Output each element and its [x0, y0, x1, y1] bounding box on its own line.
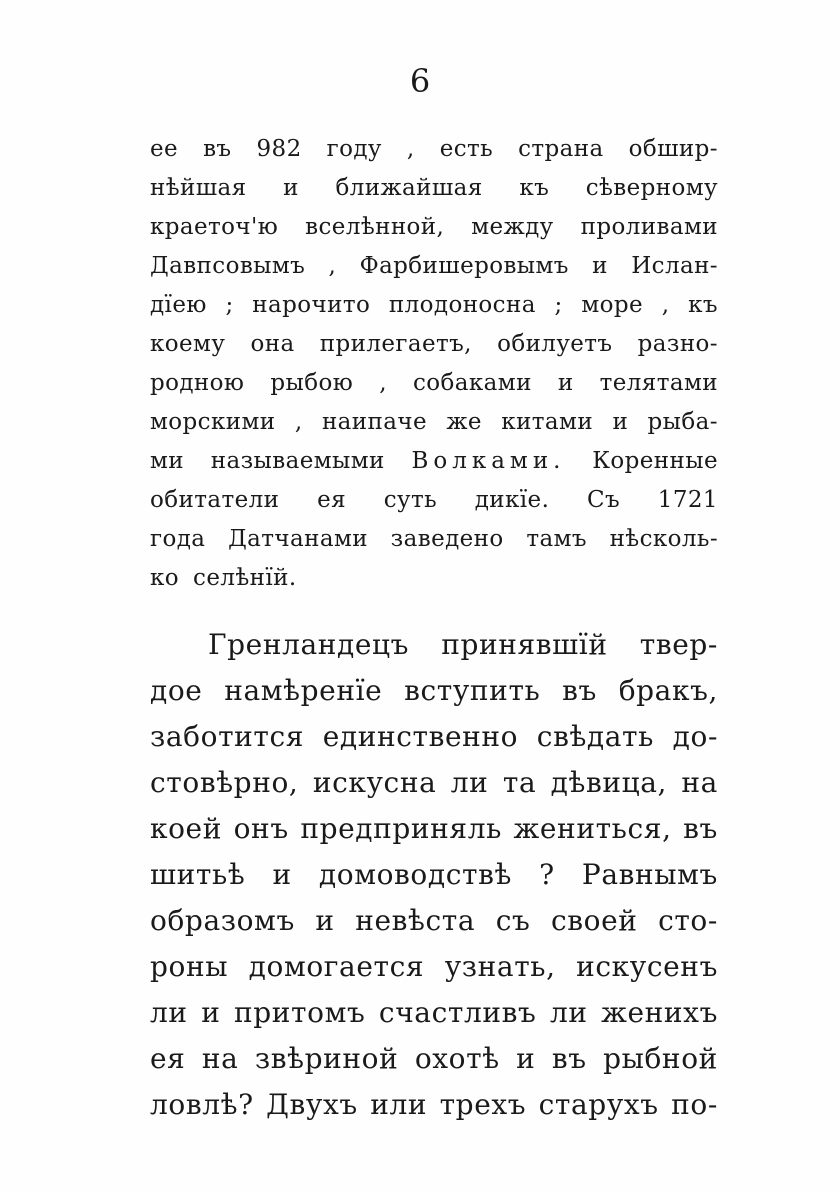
word: Двухъ	[266, 1088, 358, 1121]
word: узнать,	[444, 950, 556, 983]
word: коей	[150, 812, 222, 845]
word: ,	[379, 370, 387, 396]
word: жениться,	[513, 812, 672, 845]
word: заведено	[390, 526, 504, 552]
text-line	[150, 944, 718, 990]
footnote-line	[150, 403, 718, 442]
word: ?	[539, 858, 555, 891]
word: плодоносна	[388, 292, 536, 318]
word: сто-	[658, 904, 718, 937]
word: ее	[150, 136, 179, 162]
footnote-line	[150, 559, 718, 598]
footnote-line	[150, 208, 718, 247]
word: ловлѣ?	[150, 1088, 254, 1121]
main-text-block	[150, 622, 718, 1128]
word: къ	[688, 292, 718, 318]
word: и	[592, 253, 608, 279]
word: въ	[551, 1042, 587, 1075]
word: Съ	[587, 487, 621, 513]
word: нѣсколь-	[609, 526, 718, 552]
word: вступить	[404, 674, 541, 707]
word: вселѣнной,	[305, 214, 445, 240]
word: трехъ	[439, 1088, 527, 1121]
word: по-	[671, 1088, 718, 1121]
text-line	[150, 1082, 718, 1128]
word: дикїе.	[474, 487, 550, 513]
footnote-line	[150, 520, 718, 559]
word: страна	[518, 136, 604, 162]
word: съ	[495, 904, 531, 937]
word: и	[557, 370, 574, 396]
text-line	[150, 806, 718, 852]
word: Датчанами	[228, 526, 368, 552]
word: Давпсовымъ	[150, 253, 306, 279]
text-line	[150, 1036, 718, 1082]
word: рыбою	[270, 370, 354, 396]
word: рыба-	[647, 409, 718, 435]
word: и	[612, 409, 629, 435]
word: морскими	[150, 409, 276, 435]
word: суть	[383, 487, 437, 513]
word: онъ	[233, 812, 289, 845]
word: ли	[549, 996, 588, 1029]
word: искусенъ	[576, 950, 718, 983]
word: китами	[501, 409, 594, 435]
word: до-	[672, 720, 718, 753]
footnote-line	[150, 169, 718, 208]
word: краеточ'ю	[150, 214, 279, 240]
text-line	[150, 622, 718, 668]
word: есть	[439, 136, 494, 162]
word: 1721	[657, 487, 718, 513]
word: коему	[150, 331, 226, 357]
word: Коренные	[592, 448, 718, 474]
word: стовѣрно,	[150, 766, 299, 799]
word: называемыми	[210, 448, 385, 474]
text-line	[150, 714, 718, 760]
word: женихъ	[601, 996, 718, 1029]
word: наипаче	[321, 409, 427, 435]
footnote-line	[150, 442, 718, 481]
word: Равнымъ	[581, 858, 718, 891]
word: ли	[150, 996, 188, 1029]
word: тамъ	[526, 526, 587, 552]
text-line	[150, 760, 718, 806]
word: сѣверному	[585, 175, 718, 201]
word: звѣриной	[254, 1042, 399, 1075]
word: ;	[554, 292, 563, 318]
word: и	[516, 1042, 536, 1075]
footnote-block	[150, 130, 718, 598]
word: притомъ	[233, 996, 366, 1029]
word: Гренландецъ	[208, 628, 410, 661]
footnote-line	[150, 325, 718, 364]
word: нарочито	[252, 292, 371, 318]
word: принявшїй	[441, 628, 608, 661]
word: прилегаетъ,	[319, 331, 472, 357]
word: обшир-	[628, 136, 718, 162]
word: ,	[294, 409, 303, 435]
word: ,	[328, 253, 337, 279]
word: единственно	[322, 720, 519, 753]
word: роны	[150, 950, 229, 983]
word: и	[315, 904, 335, 937]
word: ея	[317, 487, 346, 513]
word: между	[471, 214, 554, 240]
word: море	[581, 292, 644, 318]
word: домоводствѣ	[318, 858, 512, 891]
word: бракъ,	[618, 674, 718, 707]
text-line	[150, 852, 718, 898]
word: ,	[406, 136, 415, 162]
word: телятами	[599, 370, 718, 396]
footnote-line	[150, 481, 718, 520]
word: разно-	[637, 331, 718, 357]
word: и	[283, 175, 299, 201]
word: Волками.	[411, 448, 566, 474]
word: Фарбишеровымъ	[359, 253, 569, 279]
word: обилуетъ	[497, 331, 613, 357]
word: ея	[150, 1042, 186, 1075]
footnote-line	[150, 364, 718, 403]
text-line	[150, 898, 718, 944]
word: шитьѣ	[150, 858, 246, 891]
word: ,	[661, 292, 670, 318]
word: ;	[225, 292, 234, 318]
word: на	[681, 766, 718, 799]
word: родною	[150, 370, 245, 396]
text-line	[150, 990, 718, 1036]
word: свѣдать	[536, 720, 654, 753]
word: селѣнїй.	[193, 565, 297, 591]
word: своей	[550, 904, 638, 937]
word: и	[272, 858, 292, 891]
word: искусна	[312, 766, 437, 799]
word: твер-	[639, 628, 718, 661]
word: счастливъ	[378, 996, 537, 1029]
word: собаками	[413, 370, 532, 396]
word: ли	[450, 766, 489, 799]
word: дѣвица,	[550, 766, 668, 799]
footnote-line	[150, 130, 718, 169]
word: въ	[562, 674, 597, 707]
word: ми	[150, 448, 185, 474]
word: она	[250, 331, 295, 357]
word: дое	[150, 674, 203, 707]
word: дїею	[150, 292, 207, 318]
word: въ	[203, 136, 232, 162]
word: та	[502, 766, 537, 799]
word: нѣйшая	[150, 175, 247, 201]
word: обитатели	[150, 487, 280, 513]
word: же	[446, 409, 482, 435]
word: предприняль	[300, 812, 502, 845]
word: домогается	[248, 950, 425, 983]
word: старухъ	[538, 1088, 659, 1121]
footnote-line	[150, 286, 718, 325]
word: образомъ	[150, 904, 295, 937]
word: ближайшая	[335, 175, 483, 201]
word: году	[326, 136, 382, 162]
word: года	[150, 526, 206, 552]
footnote-line	[150, 247, 718, 286]
word: рыбной	[603, 1042, 718, 1075]
word: 982	[256, 136, 302, 162]
text-line	[150, 668, 718, 714]
page-number: 6	[409, 62, 431, 100]
word: невѣста	[355, 904, 476, 937]
word: охотѣ	[414, 1042, 500, 1075]
word: проливами	[580, 214, 718, 240]
word: намѣренїе	[224, 674, 383, 707]
word: ко	[150, 565, 180, 591]
word: на	[201, 1042, 239, 1075]
word: заботится	[150, 720, 305, 753]
word: Ислан-	[631, 253, 718, 279]
word: и	[201, 996, 221, 1029]
word: или	[370, 1088, 428, 1121]
word: къ	[519, 175, 550, 201]
word: въ	[683, 812, 718, 845]
